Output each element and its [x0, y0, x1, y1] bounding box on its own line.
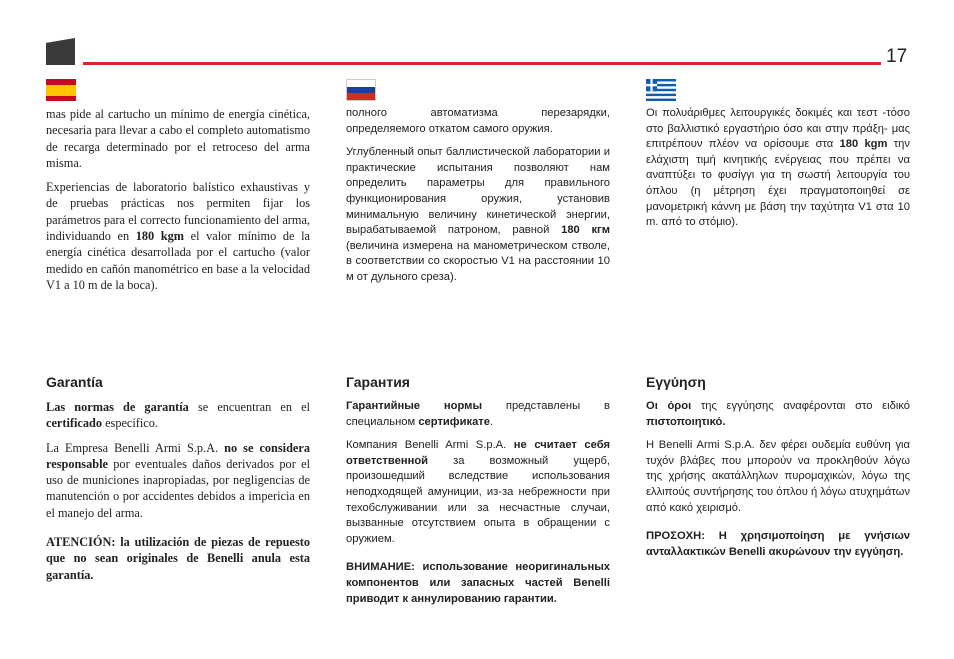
spanish-intro: [46, 106, 310, 301]
russian-warranty-paragraph-2: Компания Benelli Armi S.p.A. не считает себя ответственной за возможный ущерб, произошедший вследствие использования неподходящей амуниции, из-за небрежности при техобслуживании или за несчастные случаи, вызванные отсутствием опыта в обращении с оружием.: [346, 439, 611, 545]
spanish-warranty: [46, 399, 310, 591]
russian-paragraph-1: полного автоматизма перезарядки, определяемого откатом самого оружия.: [346, 107, 610, 135]
flag-russia-icon: [346, 79, 376, 101]
page-number: 17: [886, 46, 908, 67]
russian-paragraph-2: Углубленный опыт баллистической лаборатории и практические испытания позволяют нам определить параметры для правильного функционирования оружия, установив минимальную величину кинетической энергии, вырабатываемой патроном, равной 180 кгм (величина измерена на манометрическом стволе, в соответствии со скоростью V1 на расстоянии 10 м от дульного среза).: [346, 146, 610, 283]
russian-warranty-paragraph-1: Гарантийные нормы представлены в специальном сертификате.: [346, 400, 610, 428]
greek-warning: ΠΡΟΣΟΧΗ: Η χρησιμοποίηση με γνήσιων ανταλλακτικών Benelli ακυρώνουν την εγγύηση.: [646, 530, 910, 558]
spanish-paragraph-2: Experiencias de laboratorio balístico exhaustivas y de pruebas prácticas nos permiten fijar los parámetros para el correcto funcionamiento del arma, individuando en 180 kgm el valor mínimo de la energía cinética desarrollada por el cartucho (valor medido en cañón manométrico en base a la velocidad V1 a 10 m de la boca).: [46, 180, 310, 292]
greek-warranty-heading: Εγγύηση: [646, 374, 706, 390]
spanish-paragraph-1: mas pide al cartucho un mínimo de energía cinética, necesaria para llevar a cabo el completo automatismo de recarga determinado por el retroceso del arma misma.: [46, 107, 310, 170]
greek-warranty-paragraph-1: Οι όροι της εγγύησης αναφέρονται στο ειδικό πιστοποιητικό.: [646, 400, 910, 428]
greek-intro: [646, 106, 910, 239]
greek-paragraph-1: Οι πολυάριθμες λειτουργικές δοκιμές και τεστ -τόσο στο βαλλιστικό εργαστήριο όσο και στην πράξη- μας επιτρέπουν πλέον να ορίσουμε στα 180 kgm την ελάχιστη τιμή κινητικής ενέργειας που πρέπει να αναπτύξει το φυσίγγι για τη σωστή λειτουργία του όπλου (η μέτρηση έχει πραγματοποιηθεί σε μανομετρική κάννη με βάση την ταχύτητα V1 στα 10 m. από το στόμιο).: [646, 107, 910, 229]
spanish-warning: ATENCIÓN: la utilización de piezas de repuesto que no sean originales de Benelli anula esta garantía.: [46, 535, 310, 582]
spanish-warranty-paragraph-2: La Empresa Benelli Armi S.p.A. no se considera responsable por eventuales daños derivados por el uso de municiones inapropiadas, por negligencias de manutención o por accidentes debidos a impericia en el manejo del arma.: [46, 440, 311, 520]
russian-warranty-heading: Гарантия: [346, 374, 410, 390]
greek-warranty: [646, 399, 910, 568]
russian-warranty: [346, 399, 610, 615]
spanish-warranty-paragraph-1: Las normas de garantía se encuentran en el certificado específico.: [46, 400, 310, 431]
russian-warning: ВНИМАНИЕ: использование неоригинальных компонентов или запасных частей Benelli приводит к аннулированию гарантии.: [346, 561, 610, 605]
benelli-logo-mark: [46, 38, 75, 65]
spanish-warranty-heading: Garantía: [46, 374, 103, 390]
greek-warranty-paragraph-2: Η Benelli Armi S.p.A. δεν φέρει ουδεμία ευθύνη για τυχόν βλάβες που μπορούν να προκληθούν λόγω της χρήσης ακατάλληλων πυρομαχικών, λόγω της ελλιπούς συντήρησης του όπλου ή λόγω ατυχημάτων από κακό χειρισμό.: [646, 439, 910, 514]
flag-greece-icon: [646, 79, 676, 101]
russian-intro: [346, 106, 610, 294]
header-rule: [83, 62, 881, 65]
flag-spain-icon: [46, 79, 76, 101]
